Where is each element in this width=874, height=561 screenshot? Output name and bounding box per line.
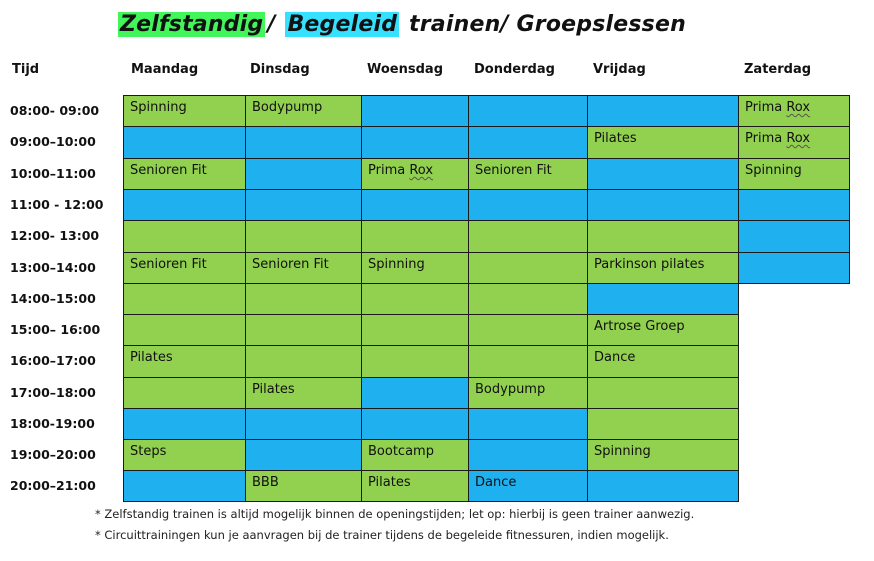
schedule-cell-zaterdag <box>738 252 850 284</box>
schedule-cell-zaterdag <box>738 158 850 190</box>
schedule-cell-vrijdag <box>587 126 739 159</box>
header-dinsdag: Dinsdag <box>250 62 310 77</box>
footnote-circuittraining: * Circuittrainingen kun je aanvragen bij de trainer tijdens de begeleide fitnessuren, indien mogelijk. <box>95 528 669 542</box>
class-name: Dance <box>475 475 517 490</box>
schedule-cell-woensdag <box>361 439 469 471</box>
class-name: Pilates <box>594 131 637 146</box>
class-name: Spinning <box>130 100 187 115</box>
class-name: Spinning <box>745 163 802 178</box>
class-name: Spinning <box>594 444 651 459</box>
class-name: Prima Rox <box>745 131 811 146</box>
class-name: Pilates <box>368 475 411 490</box>
schedule-cell-dinsdag <box>245 470 362 502</box>
class-name: Bodypump <box>475 382 546 397</box>
class-name: Spinning <box>368 257 425 272</box>
title-separator: / <box>267 12 284 37</box>
schedule-cell-dinsdag <box>245 283 362 315</box>
schedule-cell-maandag <box>123 126 246 159</box>
time-slot: 10:00–11:00 <box>10 166 96 181</box>
schedule-cell-maandag <box>123 345 246 378</box>
class-name: Bootcamp <box>368 444 434 459</box>
schedule-cell-vrijdag <box>587 189 739 221</box>
schedule-cell-zaterdag <box>738 126 850 159</box>
schedule-cell-zaterdag <box>738 95 850 127</box>
page-title <box>118 8 688 42</box>
class-name: Steps <box>130 444 167 459</box>
schedule-cell-maandag <box>123 252 246 284</box>
schedule-cell-maandag <box>123 220 246 253</box>
class-name: Artrose Groep <box>594 319 685 334</box>
time-slot: 17:00–18:00 <box>10 385 96 400</box>
schedule-cell-vrijdag <box>587 283 739 315</box>
class-name: Prima Rox <box>368 163 434 178</box>
schedule-cell-donderdag <box>468 408 588 440</box>
schedule-cell-vrijdag <box>587 158 739 190</box>
header-vrijdag: Vrijdag <box>593 62 646 77</box>
schedule-cell-maandag <box>123 283 246 315</box>
time-slot: 14:00–15:00 <box>10 291 96 306</box>
time-slot: 15:00– 16:00 <box>10 322 101 337</box>
class-name: Prima Rox <box>745 100 811 115</box>
class-name: Senioren Fit <box>252 257 329 272</box>
class-name: Senioren Fit <box>130 163 207 178</box>
schedule-cell-woensdag <box>361 283 469 315</box>
schedule-cell-maandag <box>123 95 246 127</box>
class-name: Senioren Fit <box>130 257 207 272</box>
schedule-cell-dinsdag <box>245 252 362 284</box>
class-name: Pilates <box>252 382 295 397</box>
schedule-cell-donderdag <box>468 470 588 502</box>
schedule-cell-woensdag <box>361 95 469 127</box>
title-zelfstandig: Zelfstandig <box>120 12 264 37</box>
schedule-cell-dinsdag <box>245 189 362 221</box>
schedule-cell-donderdag <box>468 158 588 190</box>
time-slot: 08:00- 09:00 <box>10 103 100 118</box>
schedule-cell-woensdag <box>361 189 469 221</box>
class-name: Parkinson pilates <box>594 257 705 272</box>
schedule-cell-donderdag <box>468 126 588 159</box>
footnote-zelfstandig: * Zelfstandig trainen is altijd mogelijk binnen de openingstijden; let op: hierbij is geen trainer aanwezig. <box>95 507 695 521</box>
schedule-cell-donderdag <box>468 283 588 315</box>
schedule-cell-maandag <box>123 377 246 409</box>
schedule-cell-dinsdag <box>245 95 362 127</box>
schedule-cell-woensdag <box>361 220 469 253</box>
schedule-cell-dinsdag <box>245 158 362 190</box>
class-name: Senioren Fit <box>475 163 552 178</box>
header-tijd: Tijd <box>12 62 40 77</box>
schedule-cell-vrijdag <box>587 470 739 502</box>
time-slot: 19:00–20:00 <box>10 447 96 462</box>
schedule-cell-maandag <box>123 314 246 346</box>
class-name: BBB <box>252 475 279 490</box>
schedule-cell-vrijdag <box>587 408 739 440</box>
schedule-cell-donderdag <box>468 314 588 346</box>
schedule-cell-maandag <box>123 408 246 440</box>
schedule-cell-vrijdag <box>587 345 739 378</box>
schedule-cell-woensdag <box>361 158 469 190</box>
schedule-cell-vrijdag <box>587 314 739 346</box>
schedule-cell-maandag <box>123 439 246 471</box>
schedule-cell-maandag <box>123 189 246 221</box>
schedule-cell-vrijdag <box>587 377 739 409</box>
time-slot: 18:00-19:00 <box>10 416 95 431</box>
time-slot: 09:00–10:00 <box>10 134 96 149</box>
schedule-cell-dinsdag <box>245 439 362 471</box>
header-woensdag: Woensdag <box>367 62 444 77</box>
schedule-cell-donderdag <box>468 95 588 127</box>
schedule-cell-vrijdag <box>587 252 739 284</box>
schedule-cell-donderdag <box>468 377 588 409</box>
class-name: Dance <box>594 350 636 365</box>
schedule-cell-dinsdag <box>245 345 362 378</box>
schedule-cell-vrijdag <box>587 220 739 253</box>
schedule-cell-vrijdag <box>587 439 739 471</box>
title-begeleid: Begeleid <box>287 12 398 37</box>
header-zaterdag: Zaterdag <box>744 62 812 77</box>
schedule-cell-dinsdag <box>245 126 362 159</box>
title-rest: trainen/ Groepslessen <box>401 12 686 37</box>
schedule-cell-dinsdag <box>245 377 362 409</box>
schedule-cell-donderdag <box>468 220 588 253</box>
header-maandag: Maandag <box>131 62 199 77</box>
class-name: Bodypump <box>252 100 323 115</box>
schedule-cell-donderdag <box>468 189 588 221</box>
time-slot: 11:00 - 12:00 <box>10 197 104 212</box>
schedule-cell-dinsdag <box>245 408 362 440</box>
schedule-cell-maandag <box>123 158 246 190</box>
class-name: Pilates <box>130 350 173 365</box>
schedule-cell-woensdag <box>361 314 469 346</box>
time-slot: 13:00–14:00 <box>10 260 96 275</box>
time-slot: 16:00–17:00 <box>10 353 96 368</box>
schedule-cell-donderdag <box>468 439 588 471</box>
schedule-cell-dinsdag <box>245 314 362 346</box>
schedule-cell-dinsdag <box>245 220 362 253</box>
schedule-cell-donderdag <box>468 252 588 284</box>
schedule-cell-woensdag <box>361 470 469 502</box>
schedule-cell-woensdag <box>361 377 469 409</box>
schedule-cell-zaterdag <box>738 220 850 253</box>
schedule-cell-vrijdag <box>587 95 739 127</box>
schedule-cell-maandag <box>123 470 246 502</box>
time-slot: 20:00–21:00 <box>10 478 96 493</box>
header-donderdag: Donderdag <box>474 62 555 77</box>
schedule-cell-woensdag <box>361 252 469 284</box>
schedule-cell-donderdag <box>468 345 588 378</box>
time-slot: 12:00- 13:00 <box>10 228 100 243</box>
schedule-cell-woensdag <box>361 408 469 440</box>
schedule-cell-woensdag <box>361 345 469 378</box>
schedule-cell-woensdag <box>361 126 469 159</box>
schedule-cell-zaterdag <box>738 189 850 221</box>
